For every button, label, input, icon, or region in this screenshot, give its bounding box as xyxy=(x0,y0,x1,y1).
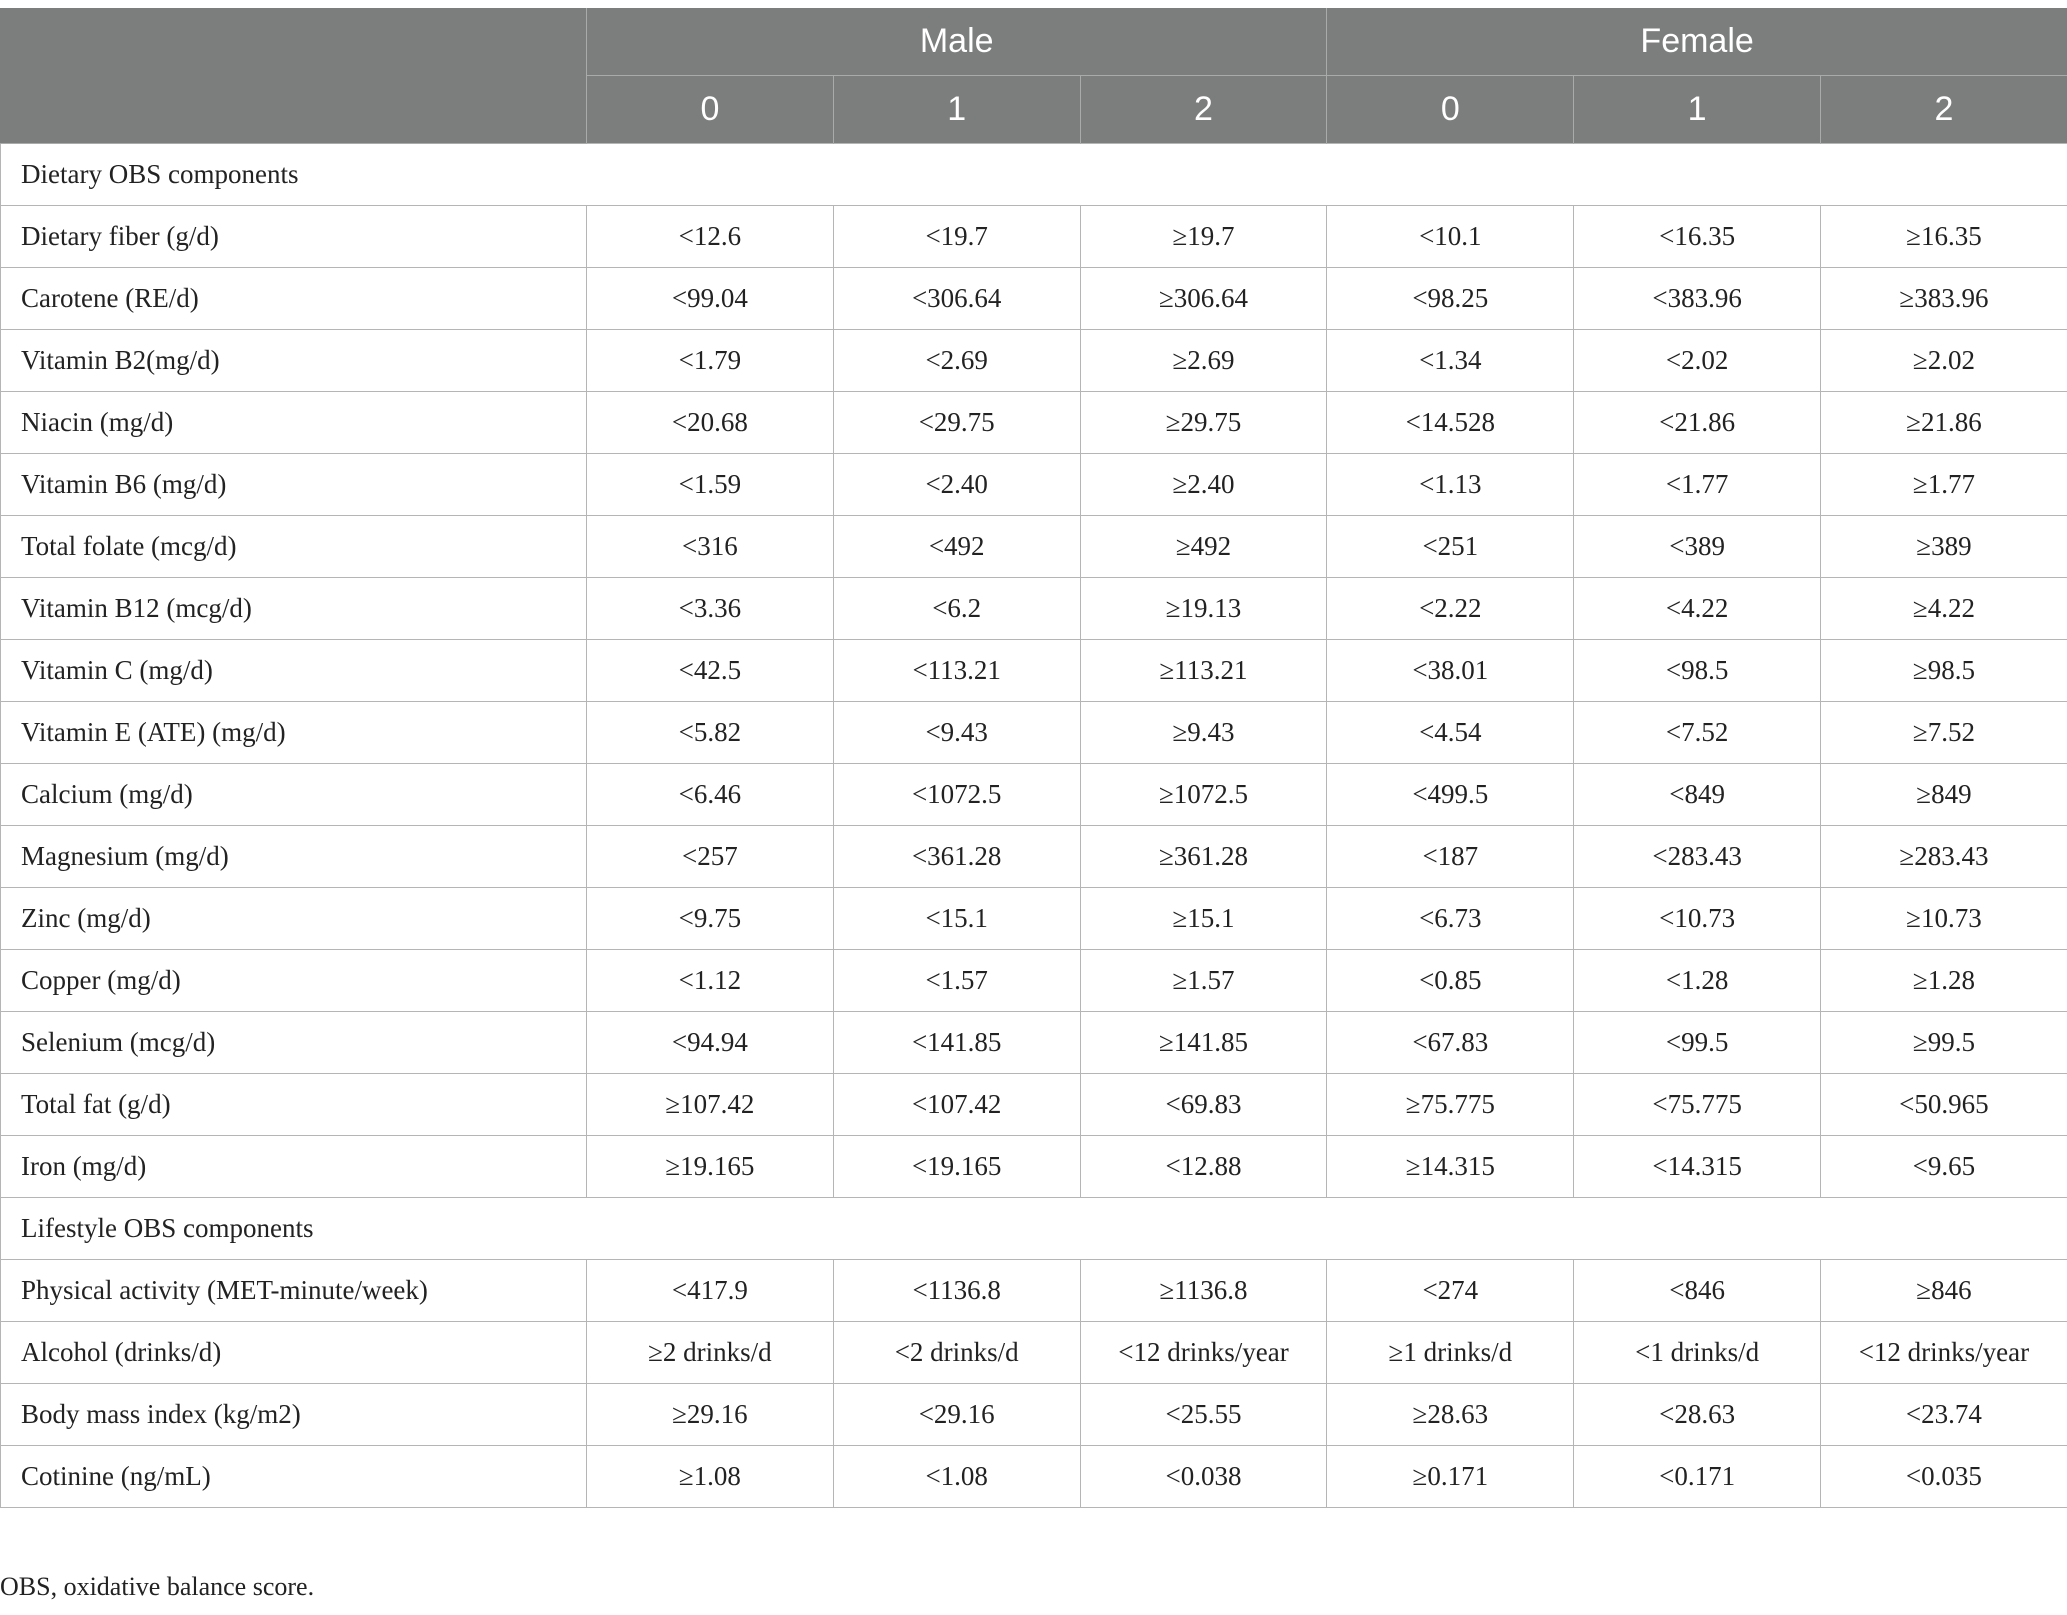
value-cell: <16.35 xyxy=(1574,206,1821,268)
table-footnote: OBS, oxidative balance score. xyxy=(0,1572,315,1601)
value-cell: <14.315 xyxy=(1574,1136,1821,1198)
row-label: Total fat (g/d) xyxy=(1,1074,587,1136)
row-label: Vitamin E (ATE) (mg/d) xyxy=(1,702,587,764)
row-label: Vitamin C (mg/d) xyxy=(1,640,587,702)
value-cell: <6.73 xyxy=(1327,888,1574,950)
value-cell: ≥29.75 xyxy=(1080,392,1327,454)
value-cell: ≥0.171 xyxy=(1327,1446,1574,1508)
value-cell: ≥15.1 xyxy=(1080,888,1327,950)
value-cell: <113.21 xyxy=(833,640,1080,702)
value-cell: <389 xyxy=(1574,516,1821,578)
value-cell: ≥10.73 xyxy=(1821,888,2067,950)
header-group-row xyxy=(1,8,2067,76)
table-row xyxy=(1,1012,2067,1074)
value-cell: ≥2.40 xyxy=(1080,454,1327,516)
value-cell: <1.34 xyxy=(1327,330,1574,392)
value-cell: <1.57 xyxy=(833,950,1080,1012)
value-cell: ≥1.57 xyxy=(1080,950,1327,1012)
value-cell: <141.85 xyxy=(833,1012,1080,1074)
header-level-female-0: 0 xyxy=(1327,76,1574,144)
row-label: Copper (mg/d) xyxy=(1,950,587,1012)
table-row xyxy=(1,826,2067,888)
value-cell: <283.43 xyxy=(1574,826,1821,888)
value-cell: ≥21.86 xyxy=(1821,392,2067,454)
obs-components-table xyxy=(0,8,2067,1508)
value-cell: <10.1 xyxy=(1327,206,1574,268)
value-cell: ≥29.16 xyxy=(587,1384,834,1446)
value-cell: ≥7.52 xyxy=(1821,702,2067,764)
value-cell: <5.82 xyxy=(587,702,834,764)
table-row xyxy=(1,640,2067,702)
value-cell: ≥4.22 xyxy=(1821,578,2067,640)
value-cell: <12 drinks/year xyxy=(1821,1322,2067,1384)
row-label: Selenium (mcg/d) xyxy=(1,1012,587,1074)
table-row xyxy=(1,950,2067,1012)
value-cell: ≥1136.8 xyxy=(1080,1260,1327,1322)
row-label: Vitamin B12 (mcg/d) xyxy=(1,578,587,640)
value-cell: ≥14.315 xyxy=(1327,1136,1574,1198)
table-row xyxy=(1,206,2067,268)
value-cell: <383.96 xyxy=(1574,268,1821,330)
value-cell: ≥113.21 xyxy=(1080,640,1327,702)
table-row xyxy=(1,1446,2067,1508)
value-cell: <20.68 xyxy=(587,392,834,454)
table-row xyxy=(1,268,2067,330)
value-cell: ≥19.13 xyxy=(1080,578,1327,640)
value-cell: <361.28 xyxy=(833,826,1080,888)
value-cell: <4.54 xyxy=(1327,702,1574,764)
value-cell: <251 xyxy=(1327,516,1574,578)
value-cell: ≥849 xyxy=(1821,764,2067,826)
value-cell: <9.75 xyxy=(587,888,834,950)
value-cell: ≥98.5 xyxy=(1821,640,2067,702)
row-label: Niacin (mg/d) xyxy=(1,392,587,454)
table-row xyxy=(1,1384,2067,1446)
value-cell: <1.77 xyxy=(1574,454,1821,516)
value-cell: ≥2.69 xyxy=(1080,330,1327,392)
value-cell: <2.02 xyxy=(1574,330,1821,392)
value-cell: ≥383.96 xyxy=(1821,268,2067,330)
value-cell: ≥846 xyxy=(1821,1260,2067,1322)
value-cell: <25.55 xyxy=(1080,1384,1327,1446)
value-cell: <50.965 xyxy=(1821,1074,2067,1136)
row-label: Cotinine (ng/mL) xyxy=(1,1446,587,1508)
value-cell: ≥492 xyxy=(1080,516,1327,578)
header-level-female-2: 2 xyxy=(1821,76,2067,144)
section-title: Dietary OBS components xyxy=(1,144,2067,206)
table-row xyxy=(1,578,2067,640)
row-label: Vitamin B6 (mg/d) xyxy=(1,454,587,516)
value-cell: <10.73 xyxy=(1574,888,1821,950)
header-level-male-1: 1 xyxy=(833,76,1080,144)
table-row xyxy=(1,888,2067,950)
value-cell: <849 xyxy=(1574,764,1821,826)
value-cell: <0.171 xyxy=(1574,1446,1821,1508)
section-row xyxy=(1,144,2067,206)
value-cell: <2.69 xyxy=(833,330,1080,392)
value-cell: ≥1.77 xyxy=(1821,454,2067,516)
row-label: Calcium (mg/d) xyxy=(1,764,587,826)
value-cell: <19.7 xyxy=(833,206,1080,268)
value-cell: ≥283.43 xyxy=(1821,826,2067,888)
header-level-male-2: 2 xyxy=(1080,76,1327,144)
value-cell: <12.88 xyxy=(1080,1136,1327,1198)
table-header xyxy=(1,8,2067,144)
value-cell: ≥19.165 xyxy=(587,1136,834,1198)
value-cell: <3.36 xyxy=(587,578,834,640)
value-cell: <846 xyxy=(1574,1260,1821,1322)
value-cell: ≥16.35 xyxy=(1821,206,2067,268)
table-row xyxy=(1,1322,2067,1384)
value-cell: <42.5 xyxy=(587,640,834,702)
section-title: Lifestyle OBS components xyxy=(1,1198,2067,1260)
value-cell: <274 xyxy=(1327,1260,1574,1322)
value-cell: ≥1.08 xyxy=(587,1446,834,1508)
table-body xyxy=(1,144,2067,1508)
value-cell: <257 xyxy=(587,826,834,888)
value-cell: <1.79 xyxy=(587,330,834,392)
value-cell: ≥2 drinks/d xyxy=(587,1322,834,1384)
value-cell: <14.528 xyxy=(1327,392,1574,454)
value-cell: ≥28.63 xyxy=(1327,1384,1574,1446)
value-cell: ≥2.02 xyxy=(1821,330,2067,392)
value-cell: <499.5 xyxy=(1327,764,1574,826)
row-label: Magnesium (mg/d) xyxy=(1,826,587,888)
row-label: Body mass index (kg/m2) xyxy=(1,1384,587,1446)
table-row xyxy=(1,1260,2067,1322)
header-corner-cell xyxy=(1,8,587,144)
header-group-female: Female xyxy=(1327,8,2067,76)
value-cell: <1072.5 xyxy=(833,764,1080,826)
value-cell: <28.63 xyxy=(1574,1384,1821,1446)
value-cell: ≥306.64 xyxy=(1080,268,1327,330)
value-cell: <15.1 xyxy=(833,888,1080,950)
row-label: Total folate (mcg/d) xyxy=(1,516,587,578)
value-cell: <12.6 xyxy=(587,206,834,268)
value-cell: <2 drinks/d xyxy=(833,1322,1080,1384)
row-label: Alcohol (drinks/d) xyxy=(1,1322,587,1384)
value-cell: <75.775 xyxy=(1574,1074,1821,1136)
table-row xyxy=(1,454,2067,516)
row-label: Carotene (RE/d) xyxy=(1,268,587,330)
row-label: Iron (mg/d) xyxy=(1,1136,587,1198)
value-cell: <38.01 xyxy=(1327,640,1574,702)
value-cell: <1.28 xyxy=(1574,950,1821,1012)
header-group-male: Male xyxy=(587,8,1327,76)
value-cell: <6.46 xyxy=(587,764,834,826)
value-cell: <12 drinks/year xyxy=(1080,1322,1327,1384)
value-cell: <9.43 xyxy=(833,702,1080,764)
value-cell: ≥9.43 xyxy=(1080,702,1327,764)
value-cell: <4.22 xyxy=(1574,578,1821,640)
table-row xyxy=(1,1074,2067,1136)
table-row xyxy=(1,1136,2067,1198)
value-cell: <316 xyxy=(587,516,834,578)
value-cell: <19.165 xyxy=(833,1136,1080,1198)
value-cell: ≥107.42 xyxy=(587,1074,834,1136)
row-label: Dietary fiber (g/d) xyxy=(1,206,587,268)
value-cell: ≥75.775 xyxy=(1327,1074,1574,1136)
value-cell: <1.59 xyxy=(587,454,834,516)
value-cell: <99.5 xyxy=(1574,1012,1821,1074)
value-cell: ≥1 drinks/d xyxy=(1327,1322,1574,1384)
table-row xyxy=(1,764,2067,826)
value-cell: <1.08 xyxy=(833,1446,1080,1508)
value-cell: <1.12 xyxy=(587,950,834,1012)
value-cell: <0.035 xyxy=(1821,1446,2067,1508)
value-cell: <7.52 xyxy=(1574,702,1821,764)
value-cell: <306.64 xyxy=(833,268,1080,330)
table-row xyxy=(1,330,2067,392)
value-cell: ≥19.7 xyxy=(1080,206,1327,268)
row-label: Vitamin B2(mg/d) xyxy=(1,330,587,392)
table-row xyxy=(1,516,2067,578)
table-row xyxy=(1,392,2067,454)
value-cell: ≥361.28 xyxy=(1080,826,1327,888)
value-cell: <1 drinks/d xyxy=(1574,1322,1821,1384)
value-cell: <2.22 xyxy=(1327,578,1574,640)
value-cell: <187 xyxy=(1327,826,1574,888)
value-cell: <9.65 xyxy=(1821,1136,2067,1198)
table-row xyxy=(1,702,2067,764)
section-row xyxy=(1,1198,2067,1260)
value-cell: ≥1072.5 xyxy=(1080,764,1327,826)
value-cell: ≥141.85 xyxy=(1080,1012,1327,1074)
value-cell: <107.42 xyxy=(833,1074,1080,1136)
value-cell: <69.83 xyxy=(1080,1074,1327,1136)
value-cell: <1.13 xyxy=(1327,454,1574,516)
value-cell: <99.04 xyxy=(587,268,834,330)
value-cell: ≥1.28 xyxy=(1821,950,2067,1012)
value-cell: <29.16 xyxy=(833,1384,1080,1446)
value-cell: <2.40 xyxy=(833,454,1080,516)
value-cell: <67.83 xyxy=(1327,1012,1574,1074)
value-cell: <6.2 xyxy=(833,578,1080,640)
value-cell: <0.038 xyxy=(1080,1446,1327,1508)
value-cell: ≥389 xyxy=(1821,516,2067,578)
header-level-male-0: 0 xyxy=(587,76,834,144)
value-cell: <21.86 xyxy=(1574,392,1821,454)
value-cell: <98.25 xyxy=(1327,268,1574,330)
value-cell: <417.9 xyxy=(587,1260,834,1322)
value-cell: <492 xyxy=(833,516,1080,578)
value-cell: <1136.8 xyxy=(833,1260,1080,1322)
header-level-female-1: 1 xyxy=(1574,76,1821,144)
value-cell: <29.75 xyxy=(833,392,1080,454)
value-cell: ≥99.5 xyxy=(1821,1012,2067,1074)
value-cell: <94.94 xyxy=(587,1012,834,1074)
value-cell: <98.5 xyxy=(1574,640,1821,702)
value-cell: <23.74 xyxy=(1821,1384,2067,1446)
row-label: Physical activity (MET-minute/week) xyxy=(1,1260,587,1322)
row-label: Zinc (mg/d) xyxy=(1,888,587,950)
value-cell: <0.85 xyxy=(1327,950,1574,1012)
